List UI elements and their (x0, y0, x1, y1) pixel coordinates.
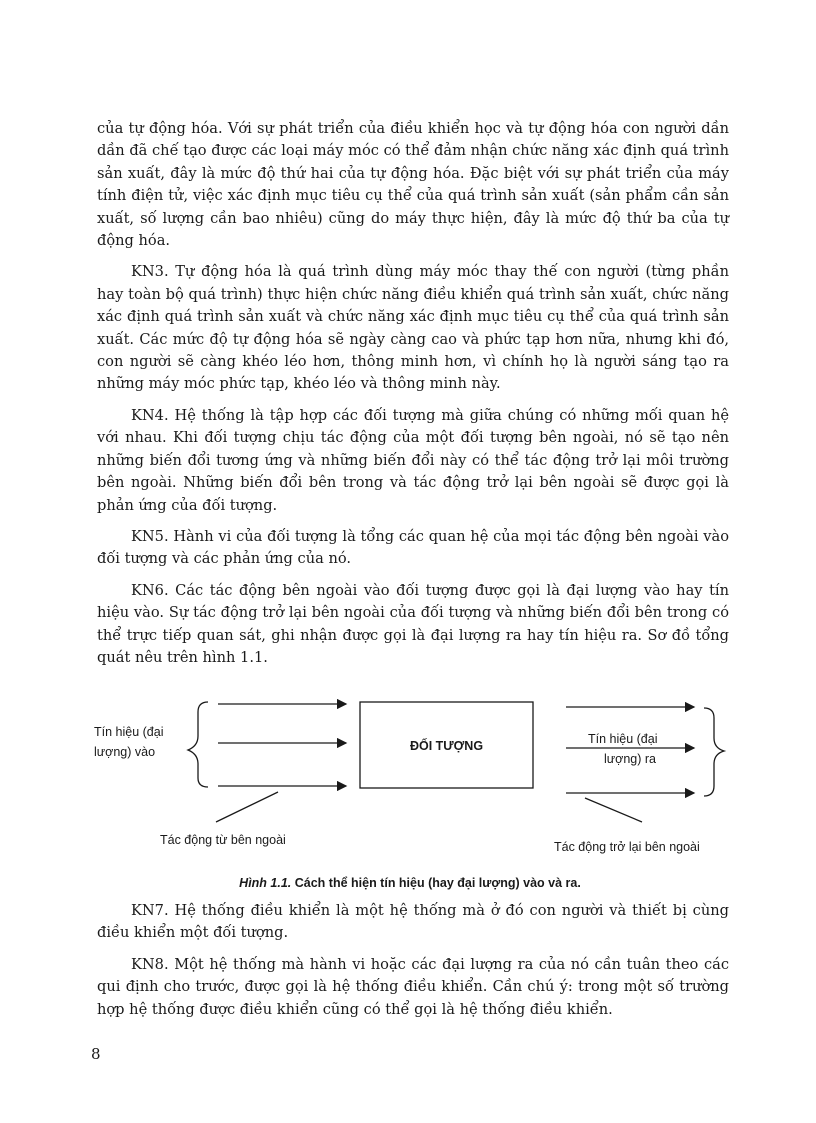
paragraph-kn7: KN7. Hệ thống điều khiển là một hệ thống mà ở đó con người và thiết bị cùng điều khiển một đối tượng. (97, 902, 729, 942)
object-label: ĐỐI TƯỢNG (409, 739, 484, 753)
paragraph-kn5: KN5. Hành vi của đối tượng là tổng các quan hệ của mọi tác động bên ngoài vào đối tượng và các phản ứng của nó. (97, 527, 729, 568)
external-in-line (216, 792, 278, 822)
input-signal-label: Tín hiệu (đại lượng) vào (94, 725, 164, 759)
body-text-bottom (97, 900, 729, 1021)
paragraph-kn8: KN8. Một hệ thống mà hành vi hoặc các đại lượng ra của nó cần tuân theo các qui định cho trước, được gọi là hệ thống điều khiển. Cần chú ý: trong một số trường hợp hệ thống được điều khiển cũng có thể gọi là hệ thống điều khiển. (97, 955, 729, 1018)
paragraph-kn3: KN3. Tự động hóa là quá trình dùng máy móc thay thế con người (từng phần hay toàn bộ quá trình) thực hiện chức năng điều khiển quá trình sản xuất, chức năng xác định quá trình sản xuất và chức năng xác định mục tiêu cụ thể của quá trình sản xuất. Các mức độ tự động hóa sẽ ngày càng cao và phức tạp hơn nữa, nhưng khi đó, con người sẽ càng khéo léo hơn, thông minh hơn, vì chính họ là người sáng tạo ra những máy móc phức tạp, khéo léo và thông minh này. (97, 263, 729, 393)
output-brace (704, 708, 724, 796)
caption-number: Hình 1.1. (239, 876, 292, 890)
figure-caption (80, 876, 740, 890)
external-in-label: Tác động từ bên ngoài (160, 833, 286, 847)
external-out-line (585, 798, 642, 822)
page-number: 8 (91, 1045, 101, 1063)
input-brace (188, 702, 208, 787)
output-signal-label: Tín hiệu (đại lượng) ra (588, 732, 658, 766)
figure-1-1 (80, 690, 740, 905)
paragraph-continuation: của tự động hóa. Với sự phát triển của điều khiển học và tự động hóa con người dần dần đã chế tạo được các loại máy móc có thể đảm nhận chức năng xác định quá trình sản xuất, đây là mức độ thứ hai của tự động hóa. Đặc biệt với sự phát triển của máy tính điện tử, việc xác định mục tiêu cụ thể của quá trình sản xuất (sản phẩm cần sản xuất, số lượng cần bao nhiêu) cũng do máy thực hiện, đây là mức độ thứ ba của tự động hóa. (97, 120, 729, 250)
paragraph-kn6: KN6. Các tác động bên ngoài vào đối tượng được gọi là đại lượng vào hay tín hiệu vào. Sự tác động trở lại bên ngoài của đối tượng và những biến đổi bên trong có thể trực tiếp quan sát, ghi nhận được gọi là đại lượng ra hay tín hiệu ra. Sơ đồ tổng quát nêu trên hình 1.1. (97, 581, 729, 666)
caption-text: Cách thể hiện tín hiệu (hay đại lượng) vào và ra. (294, 876, 581, 890)
external-out-label: Tác động trở lại bên ngoài (554, 840, 700, 854)
paragraph-kn4: KN4. Hệ thống là tập hợp các đối tượng mà giữa chúng có những mối quan hệ với nhau. Khi đối tượng chịu tác động của một đối tượng bên ngoài, nó sẽ tạo nên những biến đổi tương ứng và những biến đổi này có thể tác động trở lại môi trường bên ngoài. Những biến đổi bên trong và tác động trở lại bên ngoài sẽ được gọi là phản ứng của đối tượng. (97, 406, 729, 514)
body-text-top (97, 118, 729, 669)
